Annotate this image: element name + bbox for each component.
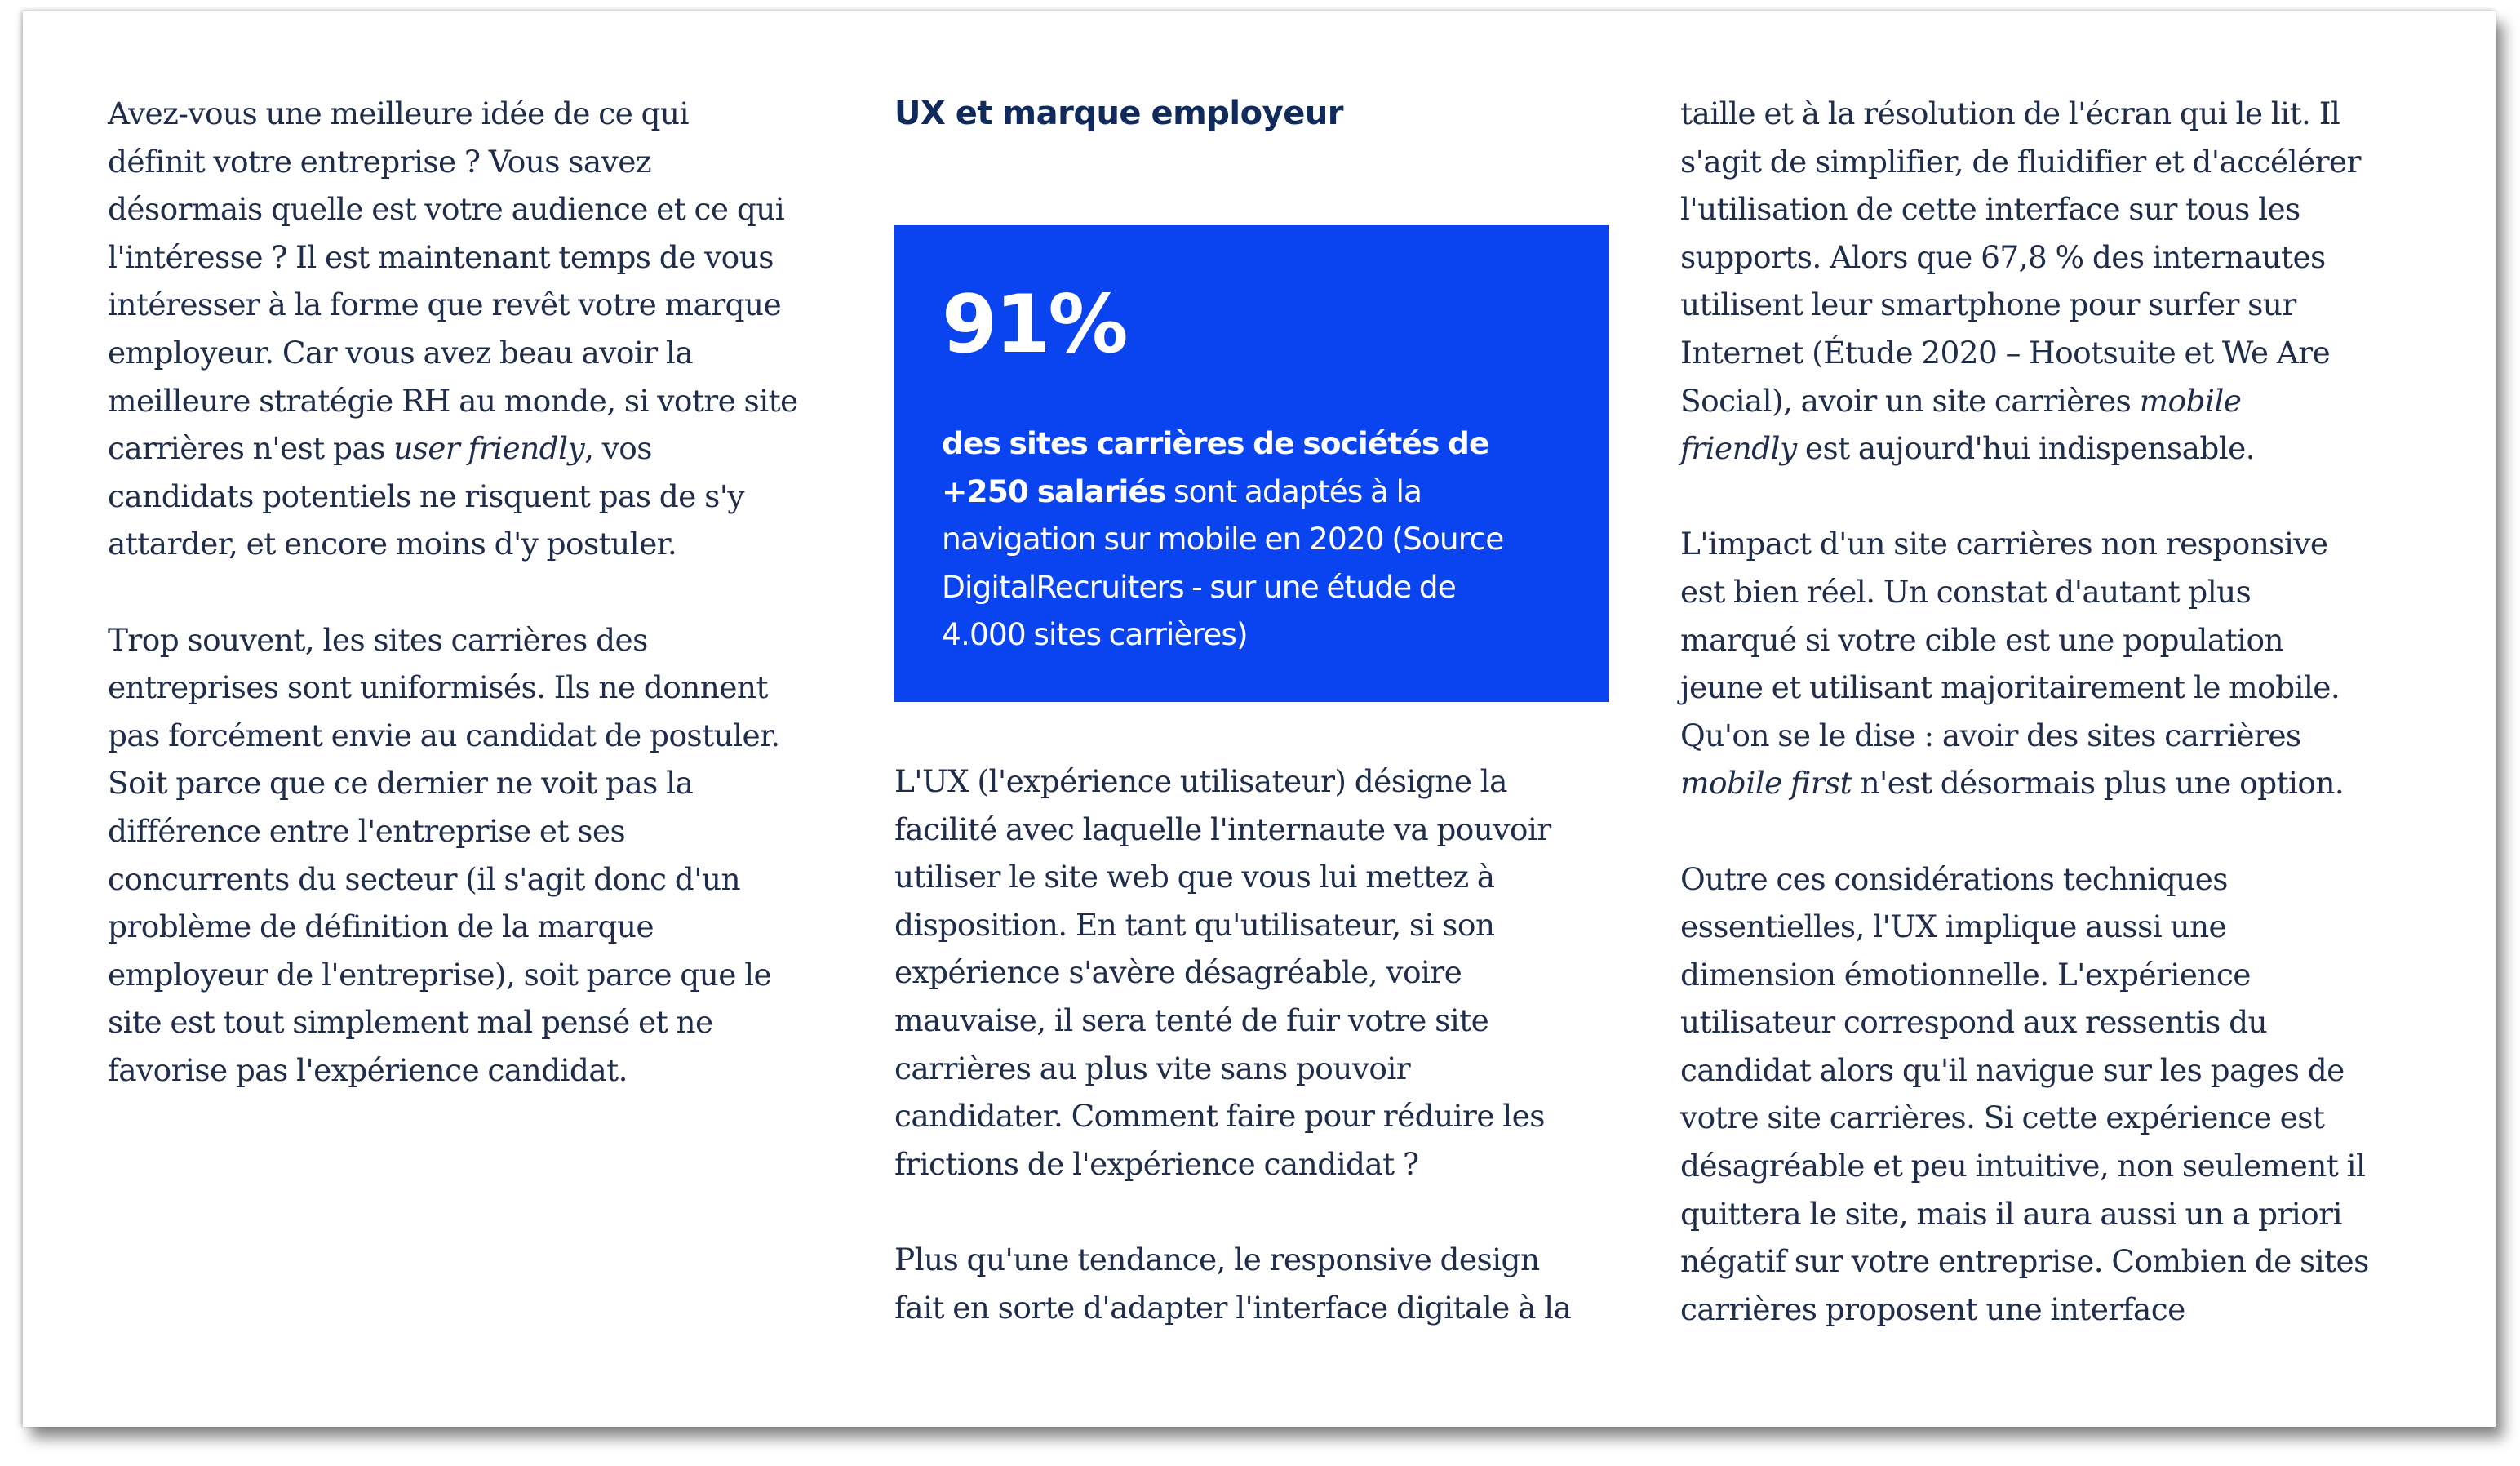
text-line: entreprises sont uniformisés. Ils ne donnent [108,669,768,706]
emphasis-text: user friendly [393,430,585,467]
text-line: facilité avec laquelle l'internaute va pouvoir [894,811,1551,847]
text-line: Plus qu'une tendance, le responsive design [894,1241,1540,1277]
paragraph [894,1236,1629,1331]
stat-line [942,420,1586,468]
text-line: supports. Alors que 67,8 % des internautes [1680,238,2326,275]
text-line: frictions de l'expérience candidat ? [894,1145,1419,1182]
stat-text-fragment: sont adaptés à la [1165,473,1422,509]
text-line: pas forcément envie au candidat de postuler. [108,717,780,753]
text-line: intéresser à la forme que revêt votre marque [108,287,782,323]
text-line: Soit parce que ce dernier ne voit pas la [108,765,694,802]
text-line: candidat alors qu'il navigue sur les pages de [1680,1051,2345,1088]
text-line: carrières au plus vite sans pouvoir [894,1050,1411,1086]
text-line: s'agit de simplifier, de fluidifier et d'accélérer [1680,143,2361,180]
text-line: négatif sur votre entreprise. Combien de sites [1680,1243,2369,1280]
text-line: problème de définition de la marque [108,908,654,945]
text-line: est bien réel. Un constat d'autant plus [1680,573,2252,610]
text-line: Avez-vous une meilleure idée de ce qui [108,96,689,131]
paragraph [1680,520,2423,807]
text-line: désagréable et peu intuitive, non seulement il [1680,1148,2366,1184]
text-line: utiliser le site web que vous lui mettez à [894,859,1495,895]
text-line: désormais quelle est votre audience et ce qui [108,191,785,228]
text-line: essentielles, l'UX implique aussi une [1680,908,2227,945]
text-line: mauvaise, il sera tenté de fuir votre site [894,1002,1489,1038]
text-line: l'utilisation de cette interface sur tous les [1680,191,2300,228]
text-line [1680,377,2423,425]
text-line: définit votre entreprise ? Vous savez [108,143,651,180]
text-line: candidats potentiels ne risquent pas de s'y [108,478,745,514]
text-line: attarder, et encore moins d'y postuler. [108,526,677,562]
paragraph-gap [108,568,842,616]
paragraph [894,757,1629,1188]
text-fragment: Social), avoir un site carrières [1680,382,2140,419]
text-fragment: est aujourd'hui indispensable. [1796,430,2256,467]
text-line: fait en sorte d'adapter l'interface digitale à la [894,1289,1572,1326]
text-line: employeur. Car vous avez beau avoir la [108,334,694,371]
text-line: différence entre l'entreprise et ses [108,812,626,849]
text-line: employeur de l'entreprise), soit parce que le [108,956,772,993]
stat-line: DigitalRecruiters - sur une étude de [942,568,1456,605]
text-line: Qu'on se le dise : avoir des sites carrières [1680,717,2301,753]
stat-description [942,420,1586,659]
text-line: concurrents du secteur (il s'agit donc d'un [108,860,740,897]
stat-bold-text: des sites carrières de sociétés de [942,425,1489,461]
text-fragment: , vos [584,430,652,467]
text-line: favorise pas l'expérience candidat. [108,1051,628,1088]
text-line [108,424,842,473]
emphasis-text: mobile [2139,382,2242,419]
text-line: L'impact d'un site carrières non responsive [1680,526,2328,562]
text-line: expérience s'avère désagréable, voire [894,954,1462,991]
text-line: votre site carrières. Si cette expérience est [1680,1100,2325,1136]
text-line [1680,424,2423,473]
emphasis-text: friendly [1680,430,1797,467]
stat-line [942,468,1586,516]
paragraph [1680,855,2423,1334]
text-line: disposition. En tant qu'utilisateur, si son [894,906,1495,943]
text-line: candidater. Comment faire pour réduire les [894,1098,1545,1135]
text-line: utilisateur correspond aux ressentis du [1680,1004,2268,1041]
stat-line: 4.000 sites carrières) [942,616,1248,653]
paragraph [108,616,842,1095]
text-column-2-body [894,757,1629,1331]
stat-number: 91% [942,278,1126,371]
stat-line: navigation sur mobile en 2020 (Source [942,521,1504,558]
text-line: Outre ces considérations techniques [1680,860,2228,897]
text-line: dimension émotionnelle. L'expérience [1680,956,2251,993]
paragraph-gap [1680,473,2423,521]
text-line: utilisent leur smartphone pour surfer sur [1680,287,2296,323]
paragraph-gap [894,1188,1629,1236]
paragraph-gap [1680,807,2423,855]
text-line: quittera le site, mais il aura aussi un a priori [1680,1195,2342,1232]
text-column-3 [1680,90,2423,1333]
emphasis-text: mobile first [1680,765,1852,802]
text-line: L'UX (l'expérience utilisateur) désigne la [894,763,1507,799]
text-line [1680,759,2423,807]
text-line: Trop souvent, les sites carrières des [108,621,648,658]
text-column-2-header [894,90,1629,138]
text-line: taille et à la résolution de l'écran qui le lit. Il [1680,96,2340,131]
text-line: site est tout simplement mal pensé et ne [108,1004,713,1041]
text-fragment: carrières n'est pas [108,430,394,467]
section-heading: UX et marque employeur [894,95,1344,132]
text-line: jeune et utilisant majoritairement le mobile. [1680,669,2340,706]
text-column-1 [108,90,842,1094]
text-fragment: n'est désormais plus une option. [1852,765,2345,802]
text-line: meilleure stratégie RH au monde, si votre site [108,382,798,419]
text-line: Internet (Étude 2020 – Hootsuite et We Are [1680,334,2331,371]
paragraph [1680,90,2423,473]
document-page [23,11,2496,1427]
text-line: l'intéresse ? Il est maintenant temps de vous [108,238,774,275]
stat-bold-text: +250 salariés [942,473,1166,509]
text-line: carrières proposent une interface [1680,1291,2185,1327]
text-line: marqué si votre cible est une population [1680,621,2283,658]
stat-callout-box [894,225,1609,702]
paragraph [108,90,842,568]
